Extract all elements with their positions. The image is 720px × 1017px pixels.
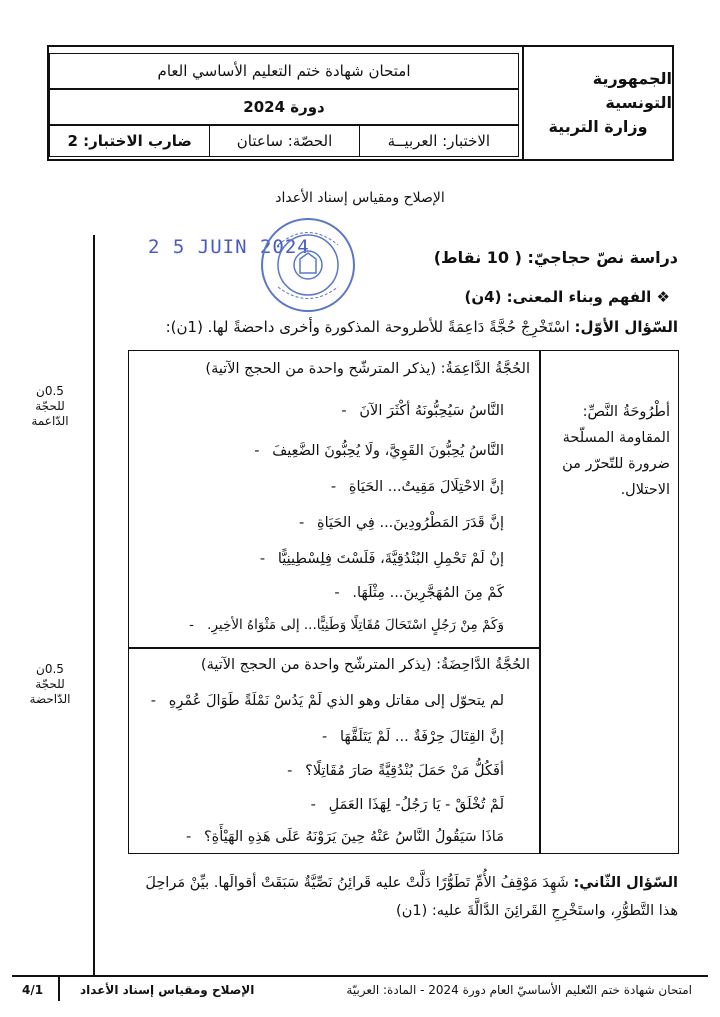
support-item [299,515,504,531]
footer-rule [12,975,708,977]
refute-item-text: لم يتحوّل إلى مقاتل وهو الذي لَمْ يَدُسْ نَمْلَةً طَوَالَ عُمْرِهِ [168,693,504,709]
thesis-line: المقاومة المسلّحة [562,430,670,446]
support-item-text: النَّاسُ يُحِبُّونَ القَوِيَّ، ولَا يُحِبُّونَ الضَّعِيفَ [272,443,504,459]
exam-title: امتحان شهادة ختم التعليم الأساسي العام [49,53,519,89]
thesis-line: ضرورة للتّحرّر من [562,456,670,472]
dash: - [299,515,305,531]
refute-item-text: أفَكُلُّ مَنْ حَمَلَ بُنْدُقِيَّةً صَارَ مُقَاتِلًا؟ [305,763,504,779]
support-item [189,617,504,633]
exam-info-grid [49,47,519,159]
page-subtitle: الإصلاح ومقياس إسناد الأعداد [275,190,445,206]
thesis-heading: أطْرُوحَةُ النَّصِّ: [582,404,670,420]
support-item [259,551,504,567]
exam-duration: الحصّة: ساعتان [209,126,358,156]
question-2-line2: هذا التَّطوُّرِ، واستَخْرِجِ القَرائِنَ الدَّالَّةَ عليه: (1ن) [396,903,678,919]
note-line: الدّاحضة [29,692,71,706]
refute-item [150,693,504,709]
support-item-text: كَمْ مِنَ المُهَجَّرِينَ... مِثْلَهَا. [352,585,504,601]
support-item-text: وَكَمْ مِنْ رَجُلٍ اسْتَحَالَ مُقَاتِلًا وَطَنِيًّا... إلى مَثْوَاهُ الأخِيرِ. [207,617,504,633]
question-1-label: السّؤال الأوّل: [574,318,678,336]
republic-name: الجمهورية التونسية [592,69,672,112]
support-item-text: إنْ لَمْ تَحْمِلِ البُنْدُقِيَّةَ، فَلَسْتَ فِلِسْطِينِيًّا [277,551,504,567]
dash: - [189,617,195,633]
refute-item [310,797,504,813]
exam-subject: الاختبار: العربيــة [359,126,518,156]
thesis-line: الاحتلال. [620,482,670,498]
thesis-cell [542,399,670,503]
refute-item-text: لَمْ تُخْلَقْ - يَا رَجُلُ- لِهَذَا العَمَلِ [328,797,504,813]
question-2-text: شَهِدَ مَوْقِفُ الأُمِّ تَطَوُّرًا دَلَّتْ عليه قَرائِنُ نَصِّيَّةٌ سَبَقَتْ أقوالَها. بيِّنْ مَراحِلَ [145,875,569,891]
exam-session: دورة 2024 [49,89,519,125]
refute-item [287,763,504,779]
dash: - [334,585,340,601]
support-item-text: النَّاسُ سَيُحِبُّونَهُ أكْثَرَ الآنَ [359,403,504,419]
refute-item [321,729,504,745]
table-row-divider [129,647,539,649]
note-line: الدّاعمة [31,414,69,428]
refute-item [185,829,504,845]
support-item-text: إنَّ قَدَرَ المَطْرُودِينَ... فِي الحَيَاةِ [317,515,504,531]
answer-table [128,350,679,854]
exam-meta-row [49,125,519,157]
footer-separator [58,977,60,1001]
ministry-name: وزارة التربية [548,117,648,136]
margin-note-support [20,384,80,429]
dash: - [310,797,316,813]
question-1-text: اسْتَخْرِجْ حُجَّةً دَاعِمَةً للأطروحة المذكورة وأخرى داحضةً لها. (1ن): [165,318,570,336]
dash: - [321,729,328,745]
exam-coefficient: ضارب الاختبار: 2 [67,132,192,150]
date-stamp: 2 5 JUIN 2024 [148,236,310,258]
dash: - [254,443,260,459]
footer-right: امتحان شهادة ختم التّعليم الأساسيّ العام دورة 2024 - المادة: العربيّة [346,983,692,997]
page-number: 4/1 [22,983,44,997]
note-line: للحجّة [35,399,65,413]
note-score: 0.5ن [36,384,64,398]
exam-header [47,45,674,161]
ministry-seal-icon [258,215,358,315]
support-item [341,403,504,419]
support-item-text: إنَّ الاحْتِلَالَ مَقِيتٌ... الحَيَاةِ [348,479,504,495]
dash: - [341,403,347,419]
support-item [330,479,504,495]
support-heading: الحُجَّةُ الدَّاعِمَةُ: (يذكر المترشّح واحدة من الحجج الآتية) [205,361,530,377]
refute-heading: الحُجَّةُ الدَّاحِضَةُ: (يذكر المترشّح واحدة من الحجج الآتية) [200,657,530,673]
support-item [334,585,504,601]
section-title: دراسة نصّ حجاجيّ: ( 10 نقاط) [433,248,678,267]
dash: - [330,479,337,495]
question-1 [166,318,678,336]
section-part: ❖ الفهم وبناء المعنى: (4ن) [464,288,670,306]
dash: - [259,551,266,567]
refute-item-text: مَاذَا سَيَقُولُ النَّاسُ عَنْهُ حِينَ يَرَوْنَهُ عَلَى هَذِهِ الهَيْأَةِ؟ [203,829,504,845]
ministry-block [522,47,672,159]
dash: - [185,829,192,845]
refute-item-text: إنَّ القِتَالَ حِرْفَةٌ ... لَمْ يَتَلَقَّهَا [339,729,504,745]
note-score: 0.5ن [36,662,64,676]
dash: - [287,763,293,779]
footer-center: الإصلاح ومقياس إسناد الأعداد [80,983,255,997]
note-line: للحجّة [35,677,65,691]
margin-note-refute [20,662,80,707]
margin-line [93,235,95,977]
question-2-line1 [145,875,678,891]
dash: - [150,693,157,709]
table-column-divider [539,351,541,853]
support-item [254,443,504,459]
question-2-label: السّؤال الثّاني: [573,875,678,891]
